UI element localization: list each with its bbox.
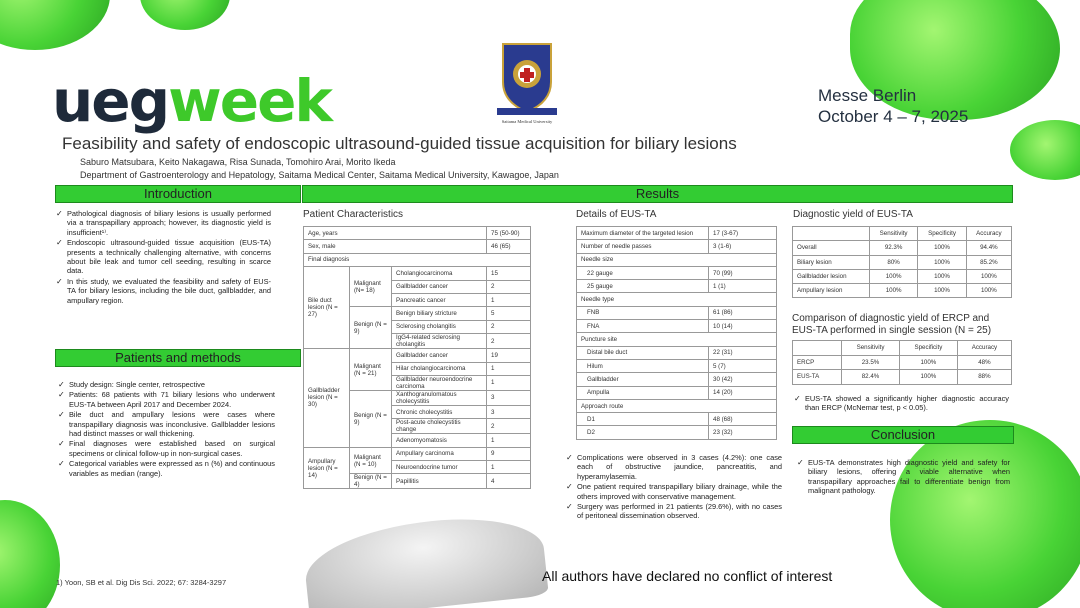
table-cell: 46 (65): [487, 240, 531, 253]
svg-text:Saitama Medical University: Saitama Medical University: [501, 119, 553, 124]
table-cell: Neuroendocrine tumor: [392, 461, 487, 474]
table-cell: EUS-TA: [793, 370, 842, 385]
list-item: ✓ EUS-TA demonstrates high diagnostic yield and safety for biliary lesions, offering a viable alternative when transpapillary approaches fail to differentiate benign from malignant pathology.: [797, 458, 1010, 496]
table-cell: 14 (20): [709, 386, 777, 399]
table-cell: 48%: [957, 355, 1011, 370]
results-heading: Results: [302, 185, 1013, 203]
table-cell: Maximum diameter of the targeted lesion: [577, 227, 709, 240]
table-cell: 1: [487, 375, 531, 390]
conflict-of-interest: All authors have declared no conflict of interest: [542, 568, 833, 584]
table-cell: D1: [577, 413, 709, 426]
table-cell: 2: [487, 320, 531, 333]
table-row: [577, 346, 777, 359]
table-cell: 100%: [899, 355, 957, 370]
table-cell: 25 gauge: [577, 280, 709, 293]
table-cell: Ampullary lesion: [793, 284, 870, 298]
table-row: [793, 269, 1012, 283]
reference: 1) Yoon, SB et al. Dig Dis Sci. 2022; 67: 3284-3297: [56, 578, 227, 587]
table-cell: IgG4-related sclerosing cholangitis: [392, 334, 487, 349]
table-row: [304, 227, 531, 240]
table-row: [304, 253, 531, 266]
table-cell: 1: [487, 293, 531, 306]
table-header-row: [793, 341, 1012, 356]
table-cell: 5: [487, 307, 531, 320]
table-cell: 3: [487, 390, 531, 405]
comparison-table: [792, 340, 1012, 385]
table-cell: Gallbladder cancer: [392, 280, 487, 293]
table-row: [577, 227, 777, 240]
venue-name: Messe Berlin: [818, 86, 917, 105]
table-cell: Biliary lesion: [793, 255, 870, 269]
table-cell: 17 (3-67): [709, 227, 777, 240]
table-cell: Gallbladder neuroendocrine carcinoma: [392, 375, 487, 390]
comparison-note: [794, 394, 1009, 414]
table-row: [577, 293, 777, 306]
patient-characteristics-title: Patient Characteristics: [303, 209, 404, 220]
comparison-title: Comparison of diagnostic yield of ERCP and EUS-TA performed in single session (N = 25): [792, 313, 992, 336]
table-cell: 80%: [869, 255, 917, 269]
subgroup-label-cell: Benign (N = 9): [350, 307, 392, 349]
table-cell: Final diagnosis: [304, 253, 531, 266]
table-cell: 100%: [918, 255, 966, 269]
conclusion-heading: Conclusion: [792, 426, 1014, 444]
table-row: [577, 333, 777, 346]
table-cell: 92.3%: [869, 241, 917, 255]
diagnostic-yield-title: Diagnostic yield of EUS-TA: [793, 209, 913, 220]
table-cell: Chronic cholecystitis: [392, 405, 487, 418]
table-cell: 70 (99): [709, 266, 777, 279]
conclusion-list: [797, 458, 1010, 497]
methods-list: [58, 380, 275, 479]
table-row: [577, 399, 777, 412]
table-row: [577, 266, 777, 279]
table-cell: Gallbladder cancer: [392, 349, 487, 362]
table-cell: 48 (68): [709, 413, 777, 426]
table-cell: Papillitis: [392, 474, 487, 489]
table-row: [577, 413, 777, 426]
list-item: ✓ Patients: 68 patients with 71 biliary lesions who underwent EUS-TA between April 2017 and December 2024.: [58, 390, 275, 409]
table-cell: Hilum: [577, 359, 709, 372]
table-cell: 85.2%: [966, 255, 1011, 269]
table-row: [793, 370, 1012, 385]
table-cell: 1 (1): [709, 280, 777, 293]
table-cell: D2: [577, 426, 709, 439]
introduction-heading: Introduction: [55, 185, 301, 203]
patient-characteristics-table: [303, 226, 531, 489]
table-cell: Needle type: [577, 293, 777, 306]
table-cell: ERCP: [793, 355, 842, 370]
ueg-week-logo: uegweek: [52, 67, 331, 135]
table-cell: Hilar cholangiocarcinoma: [392, 362, 487, 375]
list-item: ✓ Surgery was performed in 21 patients (29.6%), with no cases of peritoneal dissemination observed.: [566, 502, 782, 521]
department: Department of Gastroenterology and Hepatology, Saitama Medical Center, Saitama Medical University, Kawagoe, Japan: [80, 170, 559, 180]
table-cell: 22 gauge: [577, 266, 709, 279]
subgroup-label-cell: Malignant (N= 18): [350, 267, 392, 307]
group-label-cell: Gallbladder lesion (N = 30): [304, 349, 350, 448]
liver-illustration: [301, 510, 549, 608]
decorative-green-blob: [0, 500, 60, 608]
table-row: [793, 241, 1012, 255]
list-item: ✓ EUS-TA showed a significantly higher diagnostic accuracy than ERCP (McNemar test, p < 0.05).: [794, 394, 1009, 413]
table-cell: Age, years: [304, 227, 487, 240]
university-crest: [495, 38, 559, 126]
table-cell: Number of needle passes: [577, 240, 709, 253]
table-cell: Benign biliary stricture: [392, 307, 487, 320]
table-cell: 5 (7): [709, 359, 777, 372]
authors: Saburo Matsubara, Keito Nakagawa, Risa Sunada, Tomohiro Arai, Morito Ikeda: [80, 157, 396, 167]
table-cell: 100%: [966, 284, 1011, 298]
table-cell: 23.5%: [842, 355, 900, 370]
decorative-green-blob: [140, 0, 230, 30]
eus-ta-title: Details of EUS-TA: [576, 209, 657, 220]
table-cell: 22 (31): [709, 346, 777, 359]
decorative-green-blob: [0, 0, 110, 50]
eus-ta-list: [566, 453, 782, 522]
table-cell: Distal bile duct: [577, 346, 709, 359]
table-cell: Gallbladder lesion: [793, 269, 870, 283]
table-row: [793, 284, 1012, 298]
table-cell: Overall: [793, 241, 870, 255]
table-row: [304, 267, 531, 280]
table-cell: 30 (42): [709, 373, 777, 386]
table-cell: 1: [487, 461, 531, 474]
table-row: [577, 373, 777, 386]
table-cell: 88%: [957, 370, 1011, 385]
table-cell: Ampullary carcinoma: [392, 447, 487, 460]
table-cell: 19: [487, 349, 531, 362]
table-cell: Xanthogranulomatous cholecystitis: [392, 390, 487, 405]
diagnostic-yield-table: [792, 226, 1012, 298]
table-row: [577, 359, 777, 372]
table-header-cell: Specificity: [918, 227, 966, 241]
subgroup-label-cell: Malignant (N = 10): [350, 447, 392, 474]
list-item: ✓ Study design: Single center, retrospective: [58, 380, 275, 389]
subgroup-label-cell: Malignant (N = 21): [350, 349, 392, 391]
list-item: ✓ Complications were observed in 3 cases (4.2%): one case each of obstructive jaundice, pancreatitis, and hyperamylasemia.: [566, 453, 782, 481]
list-item: ✓ One patient required transpapillary biliary drainage, while the others improved with conservative management.: [566, 482, 782, 501]
table-cell: 23 (32): [709, 426, 777, 439]
table-cell: Gallbladder: [577, 373, 709, 386]
table-cell: Post-acute cholecystitis change: [392, 419, 487, 434]
table-cell: Adenomyomatosis: [392, 434, 487, 447]
table-cell: 82.4%: [842, 370, 900, 385]
table-header-cell: Accuracy: [957, 341, 1011, 356]
table-row: [577, 426, 777, 439]
table-row: [304, 240, 531, 253]
table-row: [304, 447, 531, 460]
table-header-cell: [793, 227, 870, 241]
table-row: [577, 386, 777, 399]
decorative-green-blob: [890, 420, 1080, 608]
list-item: ✓ Categorical variables were expressed as n (%) and continuous variables as median (range).: [58, 459, 275, 478]
table-cell: 15: [487, 267, 531, 280]
table-row: [577, 320, 777, 333]
table-cell: 100%: [918, 284, 966, 298]
table-cell: FNB: [577, 306, 709, 319]
list-item: ✓ In this study, we evaluated the feasibility and safety of EUS-TA for biliary lesions, including the bile duct, gallbladder, and ampullary region.: [56, 277, 271, 305]
group-label-cell: Bile duct lesion (N = 27): [304, 267, 350, 349]
table-cell: 100%: [869, 284, 917, 298]
venue-dates: October 4 – 7, 2025: [818, 107, 969, 126]
table-row: [304, 349, 531, 362]
table-row: [577, 240, 777, 253]
table-cell: 1: [487, 362, 531, 375]
table-cell: Puncture site: [577, 333, 777, 346]
table-cell: Ampulla: [577, 386, 709, 399]
table-cell: Sex, male: [304, 240, 487, 253]
table-cell: 2: [487, 334, 531, 349]
methods-heading: Patients and methods: [55, 349, 301, 367]
subgroup-label-cell: Benign (N = 9): [350, 390, 392, 447]
table-cell: 1: [487, 434, 531, 447]
table-row: [793, 355, 1012, 370]
table-cell: 100%: [918, 269, 966, 283]
table-row: [577, 306, 777, 319]
decorative-green-blob: [1010, 120, 1080, 180]
table-header-cell: Specificity: [899, 341, 957, 356]
table-cell: FNA: [577, 320, 709, 333]
table-cell: 2: [487, 280, 531, 293]
table-cell: 100%: [869, 269, 917, 283]
table-cell: 3: [487, 405, 531, 418]
table-cell: 2: [487, 419, 531, 434]
table-cell: Needle size: [577, 253, 777, 266]
list-item: ✓ Final diagnoses were established based on surgical specimens or clinical follow-up in non-surgical cases.: [58, 439, 275, 458]
list-item: ✓ Pathological diagnosis of biliary lesions is usually performed via a transpapillary approach; however, its diagnostic yield is insufficient¹⁾.: [56, 209, 271, 237]
table-row: [577, 253, 777, 266]
list-item: ✓ Bile duct and ampullary lesions were cases where transpapillary diagnosis was inconclusive. Gallbladder lesions had distinct masses or wall thickening.: [58, 410, 275, 438]
table-cell: 10 (14): [709, 320, 777, 333]
table-cell: 100%: [918, 241, 966, 255]
table-header-cell: Sensitivity: [869, 227, 917, 241]
table-cell: 4: [487, 474, 531, 489]
table-cell: 100%: [899, 370, 957, 385]
table-cell: Approach route: [577, 399, 777, 412]
table-cell: 100%: [966, 269, 1011, 283]
table-cell: 94.4%: [966, 241, 1011, 255]
introduction-list: [56, 209, 271, 306]
table-cell: 9: [487, 447, 531, 460]
table-row: [577, 280, 777, 293]
table-cell: Cholangiocarcinoma: [392, 267, 487, 280]
group-label-cell: Ampullary lesion (N = 14): [304, 447, 350, 489]
table-cell: 61 (86): [709, 306, 777, 319]
table-row: [793, 255, 1012, 269]
table-header-row: [793, 227, 1012, 241]
table-cell: Pancreatic cancer: [392, 293, 487, 306]
venue-info: [818, 85, 968, 127]
table-header-cell: Sensitivity: [842, 341, 900, 356]
subgroup-label-cell: Benign (N = 4): [350, 474, 392, 489]
eus-ta-table: [576, 226, 777, 440]
table-header-cell: [793, 341, 842, 356]
poster-title: Feasibility and safety of endoscopic ultrasound-guided tissue acquisition for biliary lesions: [62, 134, 737, 153]
table-header-cell: Accuracy: [966, 227, 1011, 241]
list-item: ✓ Endoscopic ultrasound-guided tissue acquisition (EUS-TA) presents a technically challenging alternative, with concerns about bile leak and tumor cell seeding, resulting in scarce data.: [56, 238, 271, 276]
table-cell: 3 (1-6): [709, 240, 777, 253]
table-cell: 75 (50-90): [487, 227, 531, 240]
table-cell: Sclerosing cholangitis: [392, 320, 487, 333]
